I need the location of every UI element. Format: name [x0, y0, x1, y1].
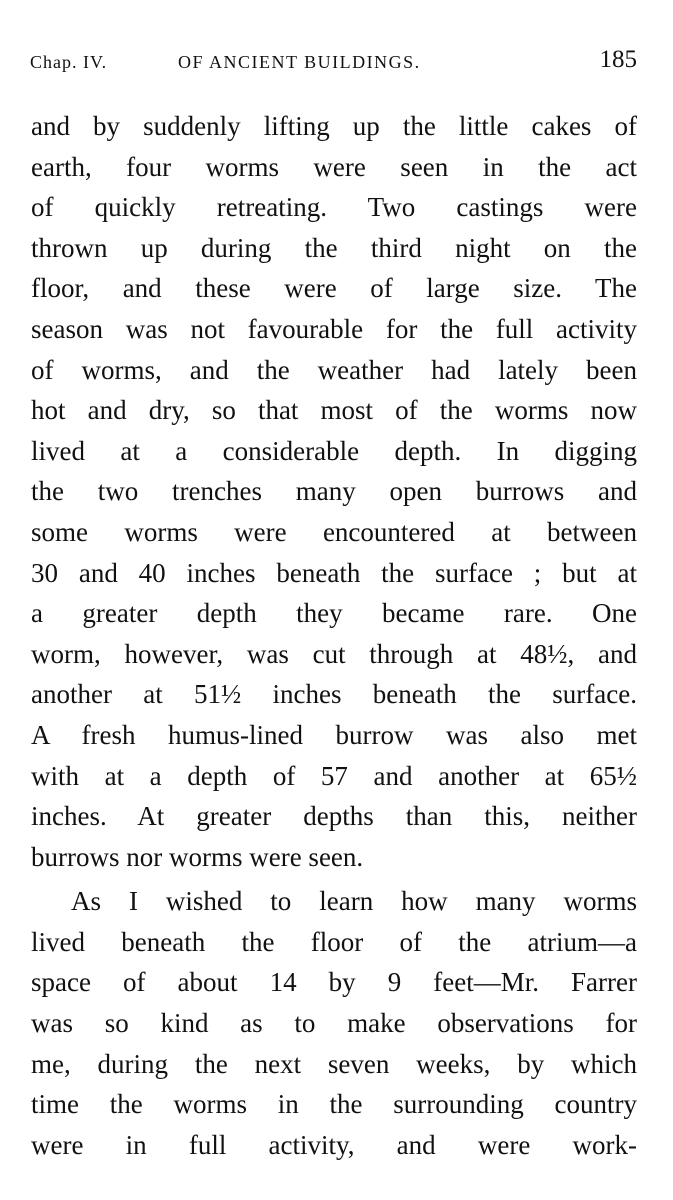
text-line: floor, and these were of large size. The	[31, 273, 637, 304]
text-line: thrown up during the third night on the	[31, 232, 637, 263]
text-line: of worms, and the weather had lately been	[31, 354, 637, 385]
text-line: worm, however, was cut through at 48½, and	[31, 638, 637, 669]
text-line: 30 and 40 inches beneath the surface ; but at	[31, 557, 637, 588]
text-line: was so kind as to make observations for	[31, 1008, 637, 1039]
text-line: with at a depth of 57 and another at 65½	[31, 760, 637, 791]
text-line: inches. At greater depths than this, neither	[31, 801, 637, 832]
text-line: A fresh humus-lined burrow was also met	[31, 719, 637, 750]
text-line: and by suddenly lifting up the little cakes of	[31, 111, 637, 141]
page-number: 185	[599, 46, 637, 73]
text-line: As I wished to learn how many worms	[71, 886, 637, 917]
text-line: hot and dry, so that most of the worms now	[31, 395, 637, 426]
paragraph	[31, 881, 637, 1165]
text-line: were in full activity, and were work-	[31, 1129, 637, 1160]
text-line: lived at a considerable depth. In digging	[31, 435, 637, 466]
running-header	[30, 46, 637, 76]
text-line: another at 51½ inches beneath the surface.	[31, 679, 637, 710]
text-line: me, during the next seven weeks, by which	[31, 1048, 637, 1079]
text-line: season was not favourable for the full activity	[31, 313, 637, 344]
paragraph	[31, 106, 637, 877]
text-line: of quickly retreating. Two castings were	[31, 192, 637, 223]
chapter-label: Chap. IV.	[30, 52, 108, 72]
text-line: some worms were encountered at between	[31, 516, 637, 547]
text-line: lived beneath the floor of the atrium—a	[31, 926, 637, 957]
text-line: time the worms in the surrounding country	[31, 1089, 637, 1120]
text-line: a greater depth they became rare. One	[31, 598, 637, 629]
body-text	[31, 106, 637, 1165]
chapter-title: OF ANCIENT BUILDINGS.	[178, 52, 421, 72]
text-line: the two trenches many open burrows and	[31, 476, 637, 507]
text-line: space of about 14 by 9 feet—Mr. Farrer	[31, 967, 637, 998]
text-line: burrows nor worms were seen.	[31, 841, 364, 872]
text-line: earth, four worms were seen in the act	[31, 151, 637, 182]
